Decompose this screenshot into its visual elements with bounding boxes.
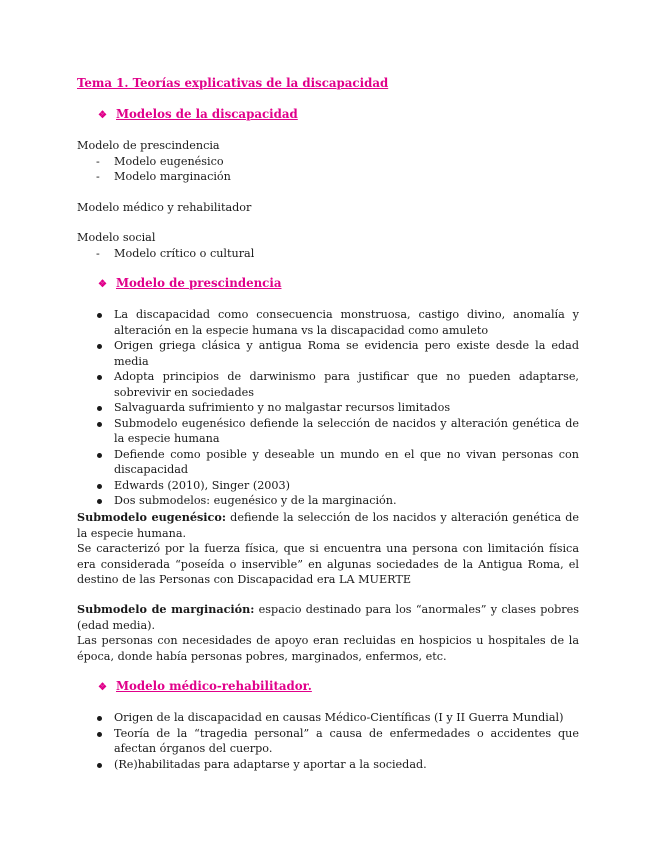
bullet-dot-icon: [97, 499, 102, 504]
submodelo-eugenesico: [77, 510, 579, 588]
section-heading-prescindencia: [98, 276, 578, 293]
list-item: Dos submodelos: eugenésico y de la marginación.: [77, 493, 579, 509]
list-item: Teoría de la “tragedia personal” a causa de enfermedades o accidentes que afectan órganos del cuerpo.: [77, 726, 579, 757]
models-list-social: [77, 230, 579, 261]
list-item: - Modelo eugenésico: [96, 154, 224, 168]
diamond-bullet-icon: ❖: [98, 110, 107, 121]
list-item: - Modelo marginación: [96, 170, 231, 183]
models-list-prescindencia: [77, 138, 579, 185]
section-heading-text: Modelo médico-rehabilitador.: [116, 679, 312, 693]
list-item: Defiende como posible y deseable un mundo en el que no vivan personas con discapacidad: [77, 447, 579, 478]
model-label: Modelo médico y rehabilitador: [77, 201, 252, 214]
bullet-dot-icon: [97, 453, 102, 458]
prescindencia-bullets: [77, 307, 579, 509]
list-item: Adopta principios de darwinismo para justificar que no pueden adaptarse, sobrevivir en sociedades: [77, 369, 579, 400]
bullet-dot-icon: [97, 484, 102, 489]
bullet-list: [77, 710, 579, 772]
list-item: Salvaguarda sufrimiento y no malgastar recursos limitados: [77, 400, 579, 416]
bullet-dot-icon: [97, 716, 102, 721]
bullet-list: [77, 307, 579, 509]
section-heading-medico: [98, 679, 578, 696]
list-item: (Re)habilitadas para adaptarse y aportar a la sociedad.: [77, 757, 579, 773]
section-heading-text: Modelo de prescindencia: [116, 276, 282, 290]
submodel-list: [77, 154, 579, 185]
list-item: Edwards (2010), Singer (2003): [77, 478, 579, 494]
paragraph: Se caracterizó por la fuerza física, que si encuentra una persona con limitación física era considerada “poseída o inservible” en algunas sociedades de la Antigua Roma, el destino de las Personas con Discapacidad era LA MUERTE: [77, 542, 579, 586]
bullet-dot-icon: [97, 375, 102, 380]
document-title: Tema 1. Teorías explicativas de la discapacidad: [77, 76, 389, 90]
bullet-dot-icon: [97, 313, 102, 318]
section-heading-text: Modelos de la discapacidad: [116, 107, 298, 121]
diamond-bullet-icon: ❖: [98, 682, 107, 693]
diamond-bullet-icon: ❖: [98, 279, 107, 290]
bullet-dot-icon: [97, 763, 102, 768]
term-bold: Submodelo de marginación:: [77, 602, 255, 616]
bullet-dot-icon: [97, 422, 102, 427]
model-label: Modelo de prescindencia: [77, 139, 220, 152]
section-heading-modelos: [98, 107, 578, 124]
paragraph: Submodelo de marginación: espacio destinado para los “anormales” y clases pobres (edad media).: [77, 602, 579, 632]
paragraph: Las personas con necesidades de apoyo eran recluidas en hospicios u hospitales de la época, donde había personas pobres, marginados, enfermos, etc.: [77, 634, 579, 663]
list-item: Submodelo eugenésico defiende la selección de nacidos y alteración genética de la especie humana: [77, 416, 579, 447]
bullet-dot-icon: [97, 344, 102, 349]
models-list-medico: [77, 200, 579, 216]
submodelo-marginacion: [77, 602, 579, 664]
submodel-list: [77, 246, 579, 262]
list-item: La discapacidad como consecuencia monstruosa, castigo divino, anomalía y alteración en la especie humana vs la discapacidad como amuleto: [77, 307, 579, 338]
bullet-dot-icon: [97, 406, 102, 411]
list-item: Origen de la discapacidad en causas Médico-Científicas (I y II Guerra Mundial): [77, 710, 579, 726]
model-label: Modelo social: [77, 231, 156, 244]
medico-bullets: [77, 710, 579, 772]
term-bold: Submodelo eugenésico:: [77, 510, 226, 524]
bullet-dot-icon: [97, 732, 102, 737]
list-item: - Modelo crítico o cultural: [96, 246, 255, 260]
paragraph: Submodelo eugenésico: defiende la selección de los nacidos y alteración genética de la especie humana.: [77, 510, 579, 540]
list-item: Origen griega clásica y antigua Roma se evidencia pero existe desde la edad media: [77, 338, 579, 369]
